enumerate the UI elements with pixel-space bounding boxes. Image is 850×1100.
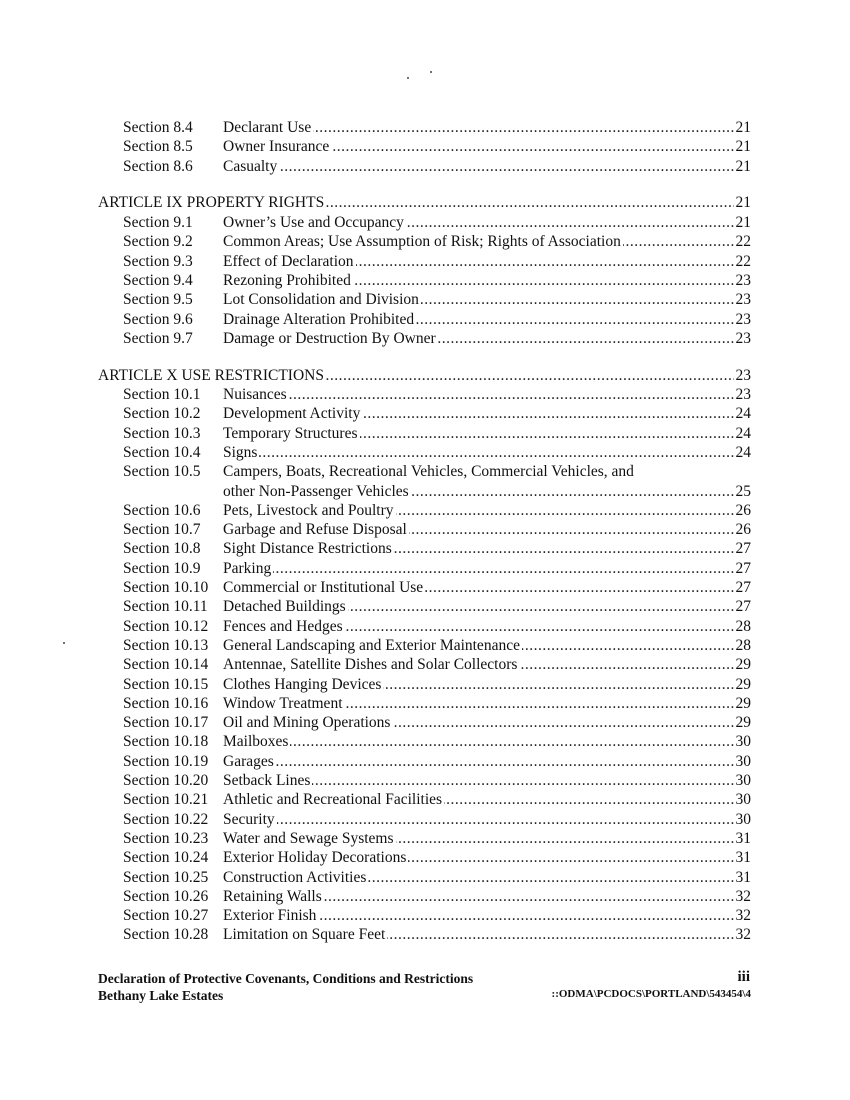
page-number: 21 [735, 194, 751, 211]
dot-leader-line [223, 443, 734, 462]
section-number: Section 10.25 [123, 868, 209, 886]
section-title: Lot Consolidation and Division [223, 291, 419, 309]
toc-section-row [0, 655, 850, 674]
section-number: Section 10.24 [123, 849, 209, 867]
section-number: Section 8.5 [123, 138, 193, 156]
toc-section-row [0, 732, 850, 751]
section-title: Antennae, Satellite Dishes and Solar Collectors [223, 656, 518, 674]
page-number: 30 [735, 772, 751, 789]
page-number: 23 [735, 271, 751, 289]
dot-leader [223, 810, 734, 829]
section-number: Section 10.15 [123, 675, 209, 693]
page-number: 29 [735, 714, 751, 732]
toc-section-row [0, 520, 850, 539]
section-number: Section 8.4 [123, 119, 193, 136]
page-number: 21 [735, 214, 751, 231]
section-title: Exterior Holiday Decorations [223, 849, 407, 867]
toc-section-row [0, 694, 850, 713]
page-number: 24 [735, 405, 751, 423]
section-title: other Non-Passenger Vehicles [223, 482, 409, 500]
dot-leader-line [223, 424, 734, 443]
page-number: 23 [735, 310, 751, 328]
section-number: Section 10.18 [123, 733, 209, 751]
section-title: Retaining Walls [223, 887, 322, 905]
page-number: 30 [735, 752, 751, 770]
section-number: Section 10.27 [123, 907, 209, 925]
section-number: Section 8.6 [123, 157, 193, 175]
page-number: 30 [735, 791, 751, 809]
section-number: Section 10.10 [123, 579, 209, 596]
toc-section-row [0, 290, 850, 309]
dot-leader-line [223, 329, 734, 348]
dot-leader-line [223, 290, 734, 309]
toc-section-row [0, 578, 850, 597]
page-number: 25 [735, 482, 751, 500]
toc-section-row [0, 829, 850, 848]
dot-leader-line [223, 868, 734, 887]
section-title: Fences and Hedges [223, 617, 343, 635]
scan-speck [407, 77, 409, 79]
dot-leader-line [223, 752, 734, 771]
section-number: Section 9.5 [123, 291, 193, 309]
section-number: Section 10.11 [123, 598, 208, 616]
section-title: Temporary Structures [223, 424, 358, 442]
dot-leader-line [223, 636, 734, 655]
page-number: 26 [735, 501, 751, 519]
dot-leader [223, 559, 734, 578]
section-number: Section 10.26 [123, 887, 209, 905]
dot-leader-line [223, 520, 734, 539]
section-number: Section 9.6 [123, 310, 193, 328]
section-title: Oil and Mining Operations [223, 714, 391, 732]
section-number: Section 10.8 [123, 540, 201, 558]
dot-leader [223, 752, 734, 771]
section-number: Section 9.4 [123, 271, 193, 289]
section-title: Parking [223, 559, 272, 577]
page-number: 29 [735, 656, 751, 674]
section-number: Section 10.7 [123, 521, 201, 539]
section-title: Rezoning Prohibited [223, 271, 351, 289]
page-number: 31 [735, 829, 751, 847]
dot-leader [223, 443, 734, 462]
page-number: 27 [735, 598, 751, 616]
dot-leader-line [223, 213, 734, 232]
section-title: Setback Lines [223, 772, 311, 789]
footer-document-title [98, 970, 473, 1004]
section-number: Section 10.3 [123, 424, 201, 442]
toc-section-row [0, 385, 850, 404]
toc-section-row [0, 675, 850, 694]
section-title: Window Treatment [223, 694, 343, 712]
page-number: 23 [735, 291, 751, 309]
page-number: 21 [735, 157, 751, 175]
dot-leader-line [223, 694, 734, 713]
toc-section-row [0, 118, 850, 137]
page-number: 27 [735, 540, 751, 558]
section-number: Section 10.22 [123, 810, 209, 828]
dot-leader-line [223, 617, 734, 636]
dot-leader-line [223, 232, 734, 251]
section-number: Section 9.1 [123, 214, 193, 231]
section-title: Water and Sewage Systems [223, 829, 394, 847]
toc-section-row [0, 713, 850, 732]
dot-leader-line [223, 597, 734, 616]
dot-leader-line [98, 193, 734, 212]
dot-leader-line [223, 137, 734, 156]
dot-leader-line [98, 366, 734, 385]
section-title: Garages [223, 752, 274, 770]
section-title: Security [223, 810, 275, 828]
section-number: Section 10.12 [123, 617, 209, 635]
toc-section-row [0, 424, 850, 443]
page-number: 29 [735, 675, 751, 693]
dot-leader-line [223, 252, 734, 271]
section-number: Section 10.1 [123, 386, 201, 403]
footer-line-2: Bethany Lake Estates [98, 988, 224, 1003]
section-title: Athletic and Recreational Facilities [223, 791, 443, 809]
section-title: Sight Distance Restrictions [223, 540, 392, 558]
toc-section-row [0, 443, 850, 462]
page-number: 30 [735, 733, 751, 751]
page-number: 32 [735, 926, 751, 944]
section-title: Nuisances [223, 386, 287, 403]
toc-section-row [0, 232, 850, 251]
page-number: 27 [735, 559, 751, 577]
dot-leader-line [223, 559, 734, 578]
toc-section-row [0, 271, 850, 290]
dot-leader-line [223, 404, 734, 423]
toc-section-row [0, 848, 850, 867]
toc-section-row [0, 790, 850, 809]
dot-leader [223, 732, 734, 751]
dot-leader-line [223, 829, 734, 848]
section-number: Section 10.21 [123, 791, 209, 809]
page-number: 30 [735, 810, 751, 828]
page-number: 23 [735, 386, 751, 403]
section-number: Section 10.9 [123, 559, 201, 577]
section-title: Damage or Destruction By Owner [223, 329, 436, 347]
section-number: Section 10.13 [123, 636, 209, 654]
toc-section-row [0, 906, 850, 925]
dot-leader-line [223, 539, 734, 558]
toc-section-row [0, 617, 850, 636]
page-number: 32 [735, 887, 751, 905]
page-number: 29 [735, 694, 751, 712]
toc-section-row [0, 137, 850, 156]
dot-leader-line [223, 790, 734, 809]
dot-leader-line [223, 925, 734, 944]
page-number: 21 [735, 119, 751, 136]
toc-article-row [0, 193, 850, 212]
toc-section-row [0, 501, 850, 520]
scan-speck [430, 71, 432, 73]
section-title: Casualty [223, 157, 278, 175]
section-title: Commercial or Institutional Use [223, 579, 424, 596]
section-number: Section 10.4 [123, 443, 201, 461]
dot-leader-line [223, 271, 734, 290]
page-number: 22 [735, 252, 751, 270]
dot-leader-line [223, 482, 734, 501]
section-title: Construction Activities [223, 868, 367, 886]
section-number: Section 10.2 [123, 405, 201, 423]
section-number: Section 10.28 [123, 926, 209, 944]
section-number: Section 10.14 [123, 656, 209, 674]
section-number: Section 9.7 [123, 329, 193, 347]
article-title: ARTICLE X USE RESTRICTIONS [98, 367, 324, 384]
section-title: Pets, Livestock and Poultry [223, 501, 394, 519]
page-number: 23 [735, 367, 751, 384]
section-title: Garbage and Refuse Disposal [223, 521, 407, 539]
dot-leader-line [223, 675, 734, 694]
footer-page-number: iii [737, 969, 750, 985]
footer-line-1: Declaration of Protective Covenants, Conditions and Restrictions [98, 971, 474, 986]
toc-section-row [0, 636, 850, 655]
toc-section-row [0, 868, 850, 887]
section-title-line-1: Campers, Boats, Recreational Vehicles, Commercial Vehicles, and [223, 463, 634, 481]
section-title: General Landscaping and Exterior Maintenance [223, 636, 520, 654]
section-title: Mailboxes [223, 733, 289, 751]
section-number: Section 10.6 [123, 501, 201, 519]
page-number: 24 [735, 424, 751, 442]
dot-leader-line [223, 385, 734, 404]
section-title: Owner’s Use and Occupancy [223, 214, 404, 231]
toc-section-row [0, 213, 850, 232]
dot-leader-line [223, 501, 734, 520]
scan-speck [63, 642, 65, 644]
page-number: 26 [735, 521, 751, 539]
page-number: 24 [735, 443, 751, 461]
toc-section-row [0, 887, 850, 906]
dot-leader-line [223, 655, 734, 674]
toc-section-row [0, 597, 850, 616]
toc-section-row [0, 559, 850, 578]
footer-document-path: ::ODMA\PCDOCS\PORTLAND\543454\4 [551, 988, 751, 1000]
section-title: Development Activity [223, 405, 361, 423]
toc-section-row [0, 404, 850, 423]
toc-section-row [0, 925, 850, 944]
section-title: Detached Buildings [223, 598, 346, 616]
dot-leader-line [223, 771, 734, 790]
toc-section-row [0, 539, 850, 558]
dot-leader [223, 385, 734, 404]
section-number: Section 9.3 [123, 252, 193, 270]
article-title: ARTICLE IX PROPERTY RIGHTS [98, 194, 325, 211]
section-number: Section 10.19 [123, 752, 209, 770]
section-title: Declarant Use [223, 119, 312, 136]
section-number: Section 10.16 [123, 694, 209, 712]
section-number: Section 10.5 [123, 463, 201, 481]
toc-section-row [0, 771, 850, 790]
toc-section-row [0, 157, 850, 176]
dot-leader-line [223, 118, 734, 137]
page-number: 23 [735, 329, 751, 347]
section-title: Common Areas; Use Assumption of Risk; Rights of Association [223, 233, 621, 251]
dot-leader-line [223, 810, 734, 829]
dot-leader [223, 157, 734, 176]
section-title: Effect of Declaration [223, 252, 354, 270]
section-number: Section 10.17 [123, 714, 209, 732]
section-title: Drainage Alteration Prohibited [223, 310, 415, 328]
section-title: Signs [223, 443, 258, 461]
dot-leader-line [223, 848, 734, 867]
section-title: Clothes Hanging Devices [223, 675, 382, 693]
toc-section-row [0, 462, 850, 481]
toc-section-row [0, 752, 850, 771]
section-title: Limitation on Square Feet [223, 926, 386, 944]
toc-section-row [0, 252, 850, 271]
section-title: Owner Insurance [223, 138, 330, 156]
section-number: Section 9.2 [123, 233, 193, 251]
page-number: 22 [735, 233, 751, 251]
toc-section-row [0, 329, 850, 348]
page-number: 27 [735, 579, 751, 596]
page-number: 31 [735, 849, 751, 867]
dot-leader-line [223, 887, 734, 906]
toc-section-row-continuation [0, 482, 850, 501]
toc-section-row [0, 310, 850, 329]
page-number: 32 [735, 907, 751, 925]
dot-leader-line [223, 310, 734, 329]
page-number: 21 [735, 138, 751, 156]
page-number: 28 [735, 617, 751, 635]
dot-leader-line [223, 906, 734, 925]
section-number: Section 10.23 [123, 829, 209, 847]
page-number: 31 [735, 868, 751, 886]
dot-leader-line [223, 732, 734, 751]
toc-article-row [0, 366, 850, 385]
dot-leader-line [223, 157, 734, 176]
toc-section-row [0, 810, 850, 829]
section-number: Section 10.20 [123, 772, 209, 789]
section-title: Exterior Finish [223, 907, 317, 925]
dot-leader-line [223, 713, 734, 732]
page-number: 28 [735, 636, 751, 654]
dot-leader-line [223, 578, 734, 597]
